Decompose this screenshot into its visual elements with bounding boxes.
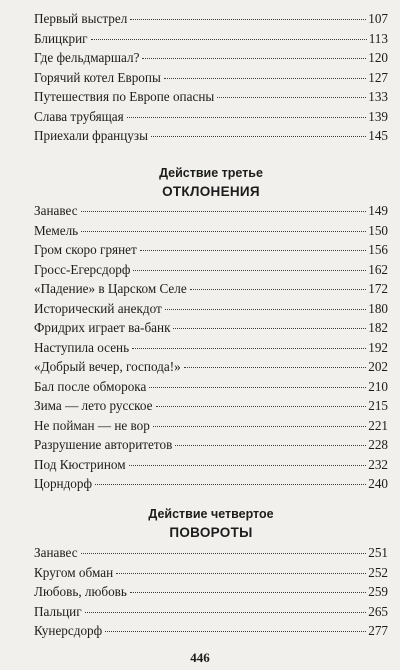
toc-entry-title: Любовь, любовь (34, 584, 127, 599)
dot-leader (217, 97, 366, 98)
toc-entry-title: Кругом обман (34, 564, 114, 580)
toc-entry-page: 133 (368, 89, 388, 104)
page-number: 446 (190, 650, 210, 665)
toc-entry-title: Блицкриг (34, 30, 88, 46)
act-label: Действие третье (159, 166, 263, 180)
toc-entry-page: 232 (368, 456, 388, 472)
toc-entry-page: 113 (368, 30, 388, 46)
toc-entry-page: 259 (368, 584, 388, 599)
toc-entry-page: 252 (368, 564, 388, 580)
toc-entry-page: 240 (368, 476, 388, 491)
toc-entry-page: 172 (368, 281, 388, 296)
dot-leader (81, 553, 367, 554)
toc-entry-page: 150 (368, 222, 388, 238)
toc-entry-title: Путешествия по Европе опасны (34, 89, 215, 104)
toc-entry-page: 265 (368, 603, 388, 619)
toc-entry-page: 145 (368, 128, 388, 143)
toc-entry-page: 228 (368, 437, 388, 452)
toc-entry-title: Занавес (34, 545, 78, 560)
toc-entry (34, 435, 388, 455)
toc-entry-title: Приехали французы (34, 128, 148, 143)
dot-leader (85, 612, 367, 613)
dot-leader (164, 78, 366, 79)
toc-entry (34, 318, 388, 338)
toc-entry-page: 120 (368, 50, 388, 65)
toc-entry-page: 182 (368, 320, 388, 335)
toc-entry-title: Гром скоро грянет (34, 242, 137, 257)
dot-leader (130, 592, 366, 593)
dot-leader (105, 631, 366, 632)
dot-leader (95, 484, 366, 485)
dot-leader (140, 250, 366, 251)
toc-entry-title: Бал после обморока (34, 378, 147, 394)
toc-list (34, 201, 388, 494)
dot-leader (133, 270, 366, 271)
toc-entry-title: Мемель (34, 222, 79, 238)
toc-entry-title: Кунерсдорф (34, 623, 103, 638)
toc-entry-title: Цорндорф (34, 476, 93, 491)
toc-entry-title: Не пойман — не вор (34, 417, 150, 433)
dot-leader (91, 39, 367, 40)
dot-leader (156, 406, 367, 407)
toc-entry-page: 139 (368, 108, 388, 124)
toc-entry (34, 563, 388, 583)
dot-leader (184, 367, 366, 368)
toc-entry (34, 126, 388, 146)
toc-entry-title: «Падение» в Царском Селе (34, 281, 187, 296)
dot-leader (127, 117, 367, 118)
toc-entry-title: Зима — лето русское (34, 398, 153, 413)
toc-entry (34, 68, 388, 88)
dot-leader (173, 328, 366, 329)
toc-entry (34, 474, 388, 494)
toc-entry-page: 251 (368, 545, 388, 560)
toc-entry-page: 215 (368, 398, 388, 413)
toc-entry-page: 162 (368, 261, 388, 277)
toc-entry-title: Первый выстрел (34, 11, 128, 26)
toc-entry-title: Фридрих играет ва-банк (34, 320, 171, 335)
toc-entry (34, 9, 388, 29)
toc-entry (34, 602, 388, 622)
toc-entry-title: Наступила осень (34, 339, 130, 355)
toc-entry-page: 149 (368, 203, 388, 218)
toc-entry-page: 156 (368, 242, 388, 257)
toc-entry (34, 87, 388, 107)
toc-entry-page: 221 (368, 417, 388, 433)
toc-entry (34, 338, 388, 358)
toc-entry-page: 202 (368, 359, 388, 374)
dot-leader (175, 445, 366, 446)
dot-leader (129, 465, 367, 466)
toc-entry (34, 357, 388, 377)
act-title: ОТКЛОНЕНИЯ (162, 184, 260, 199)
toc-entry-title: Под Кюстрином (34, 456, 126, 472)
toc-entry-title: «Добрый вечер, господа!» (34, 359, 181, 374)
toc-entry (34, 621, 388, 641)
toc-entry (34, 201, 388, 221)
toc-entry-page: 277 (368, 623, 388, 638)
toc-entry-title: Исторический анекдот (34, 300, 162, 316)
section-heading (34, 164, 388, 201)
toc-entry (34, 416, 388, 436)
toc-entry (34, 221, 388, 241)
toc-entry-title: Где фельдмаршал? (34, 50, 140, 65)
toc-entry-page: 127 (368, 69, 388, 85)
toc-entry (34, 240, 388, 260)
dot-leader (142, 58, 366, 59)
toc-entry (34, 107, 388, 127)
toc-entry-page: 192 (368, 339, 388, 355)
act-label: Действие четвертое (148, 507, 274, 521)
toc-entry (34, 396, 388, 416)
toc-entry-title: Разрушение авторитетов (34, 437, 173, 452)
section-heading (34, 505, 388, 542)
toc-list (34, 9, 388, 146)
toc-entry-page: 107 (368, 11, 388, 26)
toc-entry (34, 260, 388, 280)
dot-leader (151, 136, 366, 137)
dot-leader (153, 426, 366, 427)
toc-entry-page: 210 (368, 378, 388, 394)
toc-entry (34, 377, 388, 397)
dot-leader (116, 573, 366, 574)
toc-entry-title: Занавес (34, 203, 78, 218)
toc-entry-title: Горячий котел Европы (34, 69, 161, 85)
toc-entry-title: Пальциг (34, 603, 82, 619)
toc-list (34, 543, 388, 641)
toc-entry (34, 279, 388, 299)
toc-entry-page: 180 (368, 300, 388, 316)
dot-leader (190, 289, 367, 290)
dot-leader (130, 19, 366, 20)
toc-entry (34, 299, 388, 319)
dot-leader (81, 211, 367, 212)
dot-leader (165, 309, 366, 310)
act-title: ПОВОРОТЫ (169, 525, 253, 540)
toc-entry (34, 582, 388, 602)
toc-entry (34, 543, 388, 563)
dot-leader (81, 231, 366, 232)
toc-entry (34, 455, 388, 475)
toc-entry-title: Слава трубящая (34, 108, 124, 124)
dot-leader (132, 348, 366, 349)
dot-leader (149, 387, 366, 388)
toc-entry (34, 29, 388, 49)
toc-entry-title: Гросс-Егерсдорф (34, 261, 131, 277)
toc-entry (34, 48, 388, 68)
